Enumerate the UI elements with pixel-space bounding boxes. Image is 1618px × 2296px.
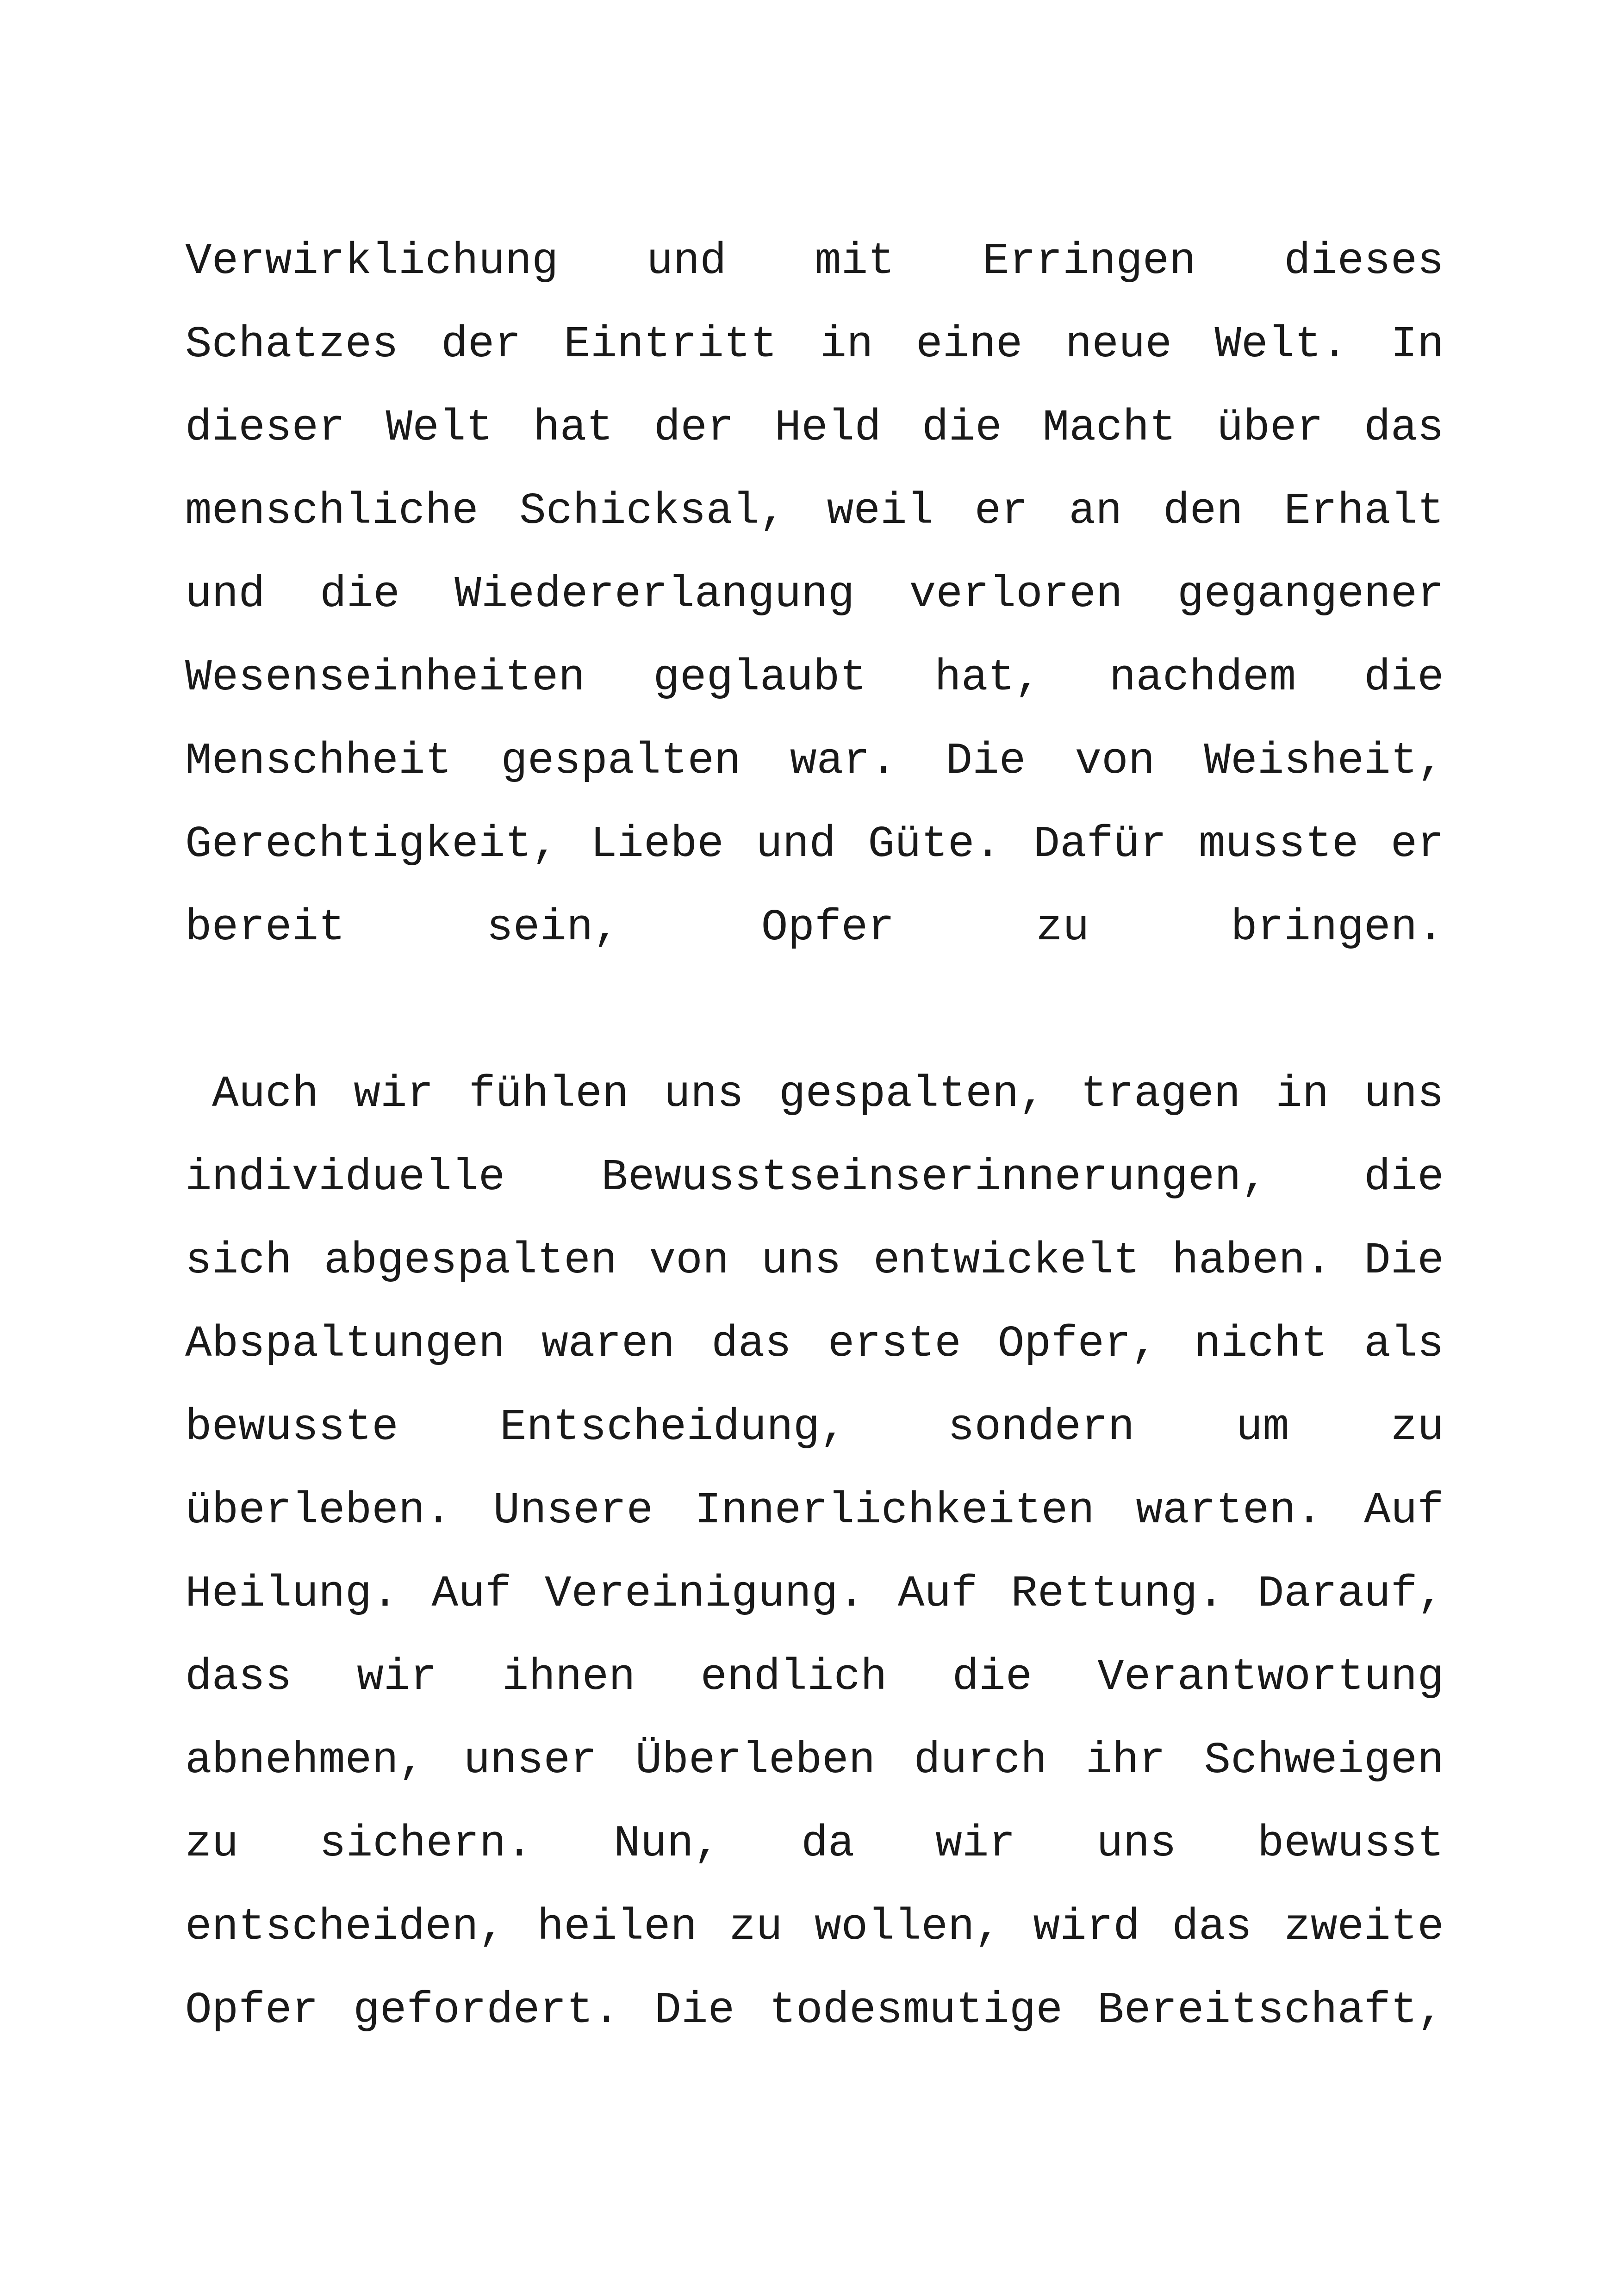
text-line: Verwirklichung und mit Erringen dieses — [185, 236, 1444, 286]
text-line: Heilung. Auf Vereinigung. Auf Rettung. Darauf, — [185, 1569, 1444, 1619]
text-line: Wesenseinheiten geglaubt hat, nachdem die — [185, 652, 1444, 703]
text-line: Auch wir fühlen uns gespalten, tragen in uns — [212, 1069, 1444, 1119]
text-line: Schatzes der Eintritt in eine neue Welt. In — [185, 319, 1444, 370]
text-line: überleben. Unsere Innerlichkeiten warten. Auf — [185, 1485, 1444, 1536]
text-line: abnehmen, unser Überleben durch ihr Schweigen — [185, 1735, 1444, 1786]
text-line: Abspaltungen waren das erste Opfer, nicht als — [185, 1319, 1444, 1369]
text-line: bewusste Entscheidung, sondern um zu — [185, 1402, 1444, 1452]
text-line: zu sichern. Nun, da wir uns bewusst — [185, 1818, 1444, 1869]
text-line: dass wir ihnen endlich die Verantwortung — [185, 1652, 1444, 1702]
text-line: Gerechtigkeit, Liebe und Güte. Dafür musste er — [185, 819, 1444, 869]
text-line: menschliche Schicksal, weil er an den Erhalt — [185, 486, 1444, 536]
text-line: individuelle Bewusstseinserinnerungen, die — [185, 1152, 1444, 1203]
text-line: bereit sein, Opfer zu bringen. — [185, 902, 1444, 953]
text-line: sich abgespalten von uns entwickelt haben. Die — [185, 1235, 1444, 1286]
text-line: entscheiden, heilen zu wollen, wird das zweite — [185, 1902, 1444, 1952]
text-line: Opfer gefordert. Die todesmutige Bereitschaft, — [185, 1985, 1444, 2035]
text-line: Menschheit gespalten war. Die von Weisheit, — [185, 736, 1444, 786]
text-line: dieser Welt hat der Held die Macht über das — [185, 403, 1444, 453]
text-line: und die Wiedererlangung verloren gegangener — [185, 569, 1444, 620]
